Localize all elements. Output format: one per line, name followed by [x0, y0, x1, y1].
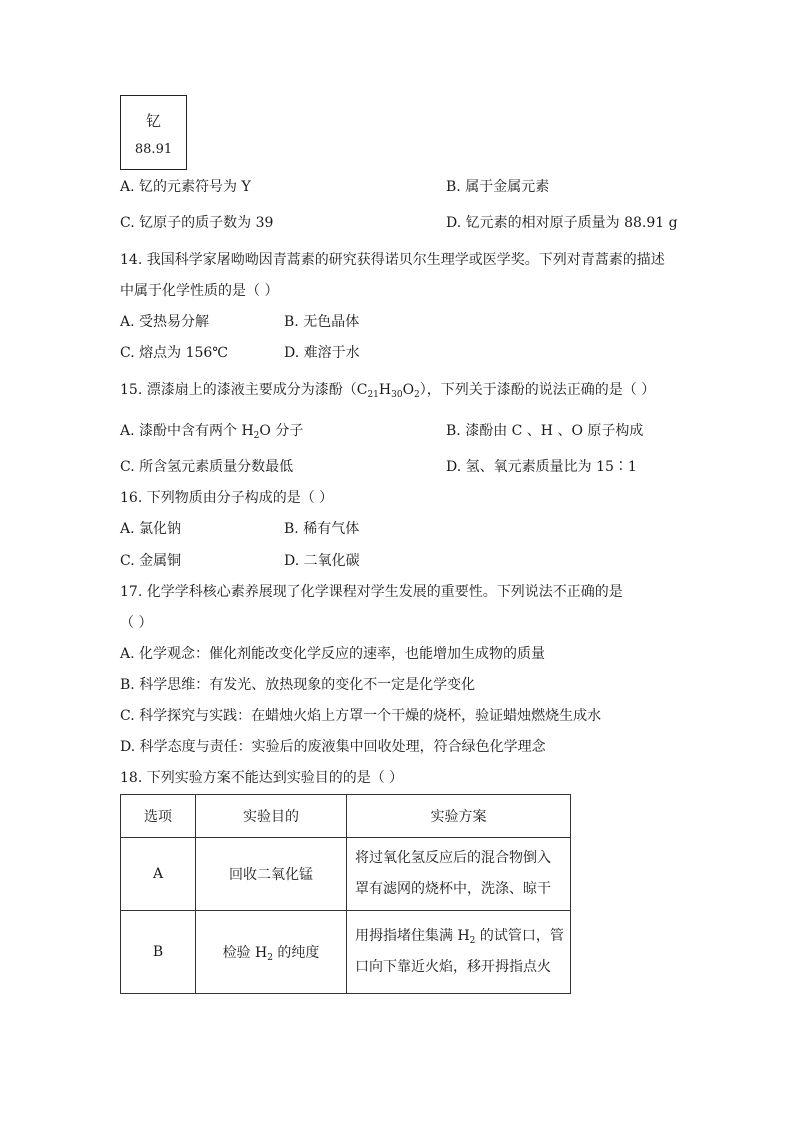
- q14-option-b: B. 无色晶体: [284, 314, 360, 330]
- row-a-option: A: [121, 838, 196, 911]
- q13-option-a: A. 钇的元素符号为 Y: [120, 179, 251, 195]
- q17-option-c: C. 科学探究与实践：在蜡烛火焰上方罩一个干燥的烧杯，验证蜡烛燃烧生成水: [120, 708, 602, 724]
- q17-option-b: B. 科学思维：有发光、放热现象的变化不一定是化学变化: [120, 677, 476, 693]
- q16-stem: 16. 下列物质由分子构成的是（ ）: [120, 490, 334, 506]
- q15-option-c: C. 所含氢元素质量分数最低: [120, 459, 294, 475]
- q17-stem-line2: （ ）: [120, 615, 153, 631]
- element-mass: 88.91: [134, 142, 173, 157]
- q15-stem: 15. 漂漆扇上的漆液主要成分为漆酚$(C_{21}H_{30}O_2)$，下列关于漆酚的说法正确的是（ ）: [120, 382, 656, 400]
- q14-stem-line2: 中属于化学性质的是（ ）: [120, 283, 279, 299]
- q14-stem-line1: 14. 我国科学家屠呦呦因青蒿素的研究获得诺贝尔生理学或医学奖。下列对青蒿素的描述: [120, 252, 665, 268]
- q13-option-d: D. 钇元素的相对原子质量为 88.91 g: [446, 215, 678, 231]
- q17-stem-line1: 17. 化学学科核心素养展现了化学课程对学生发展的重要性。下列说法不正确的是: [120, 584, 623, 600]
- q13-option-c: C. 钇原子的质子数为 39: [120, 215, 274, 231]
- element-card: [120, 95, 187, 170]
- table-row: [121, 838, 571, 911]
- q16-option-a: A. 氯化钠: [120, 521, 182, 537]
- q15-option-a: A. 漆酚中含有两个 $H_2O$ 分子: [120, 423, 304, 441]
- row-b-purpose: 检验 $H_2$ 的纯度: [196, 911, 347, 994]
- q14-option-c: C. 熔点为 156℃: [120, 345, 228, 361]
- q16-option-d: D. 二氧化碳: [284, 553, 360, 569]
- q18-stem: 18. 下列实验方案不能达到实验目的的是（ ）: [120, 770, 404, 786]
- row-a-plan: 将过氧化氢反应后的混合物倒入 罩有滤网的烧杯中，洗涤、晾干: [347, 838, 571, 911]
- element-name: 钇: [145, 112, 161, 130]
- experiment-table: [120, 794, 571, 994]
- header-option: 选项: [121, 795, 196, 838]
- q15-option-b: B. 漆酚由 C 、H 、O 原子构成: [446, 423, 644, 439]
- row-b-option: B: [121, 911, 196, 994]
- table-row: [121, 911, 571, 994]
- row-b-plan: 用拇指堵住集满 $H_2$ 的试管口，管 口向下靠近火焰，移开拇指点火: [347, 911, 571, 994]
- q16-option-c: C. 金属铜: [120, 553, 182, 569]
- q14-option-a: A. 受热易分解: [120, 314, 210, 330]
- q14-option-d: D. 难溶于水: [284, 345, 360, 361]
- row-a-purpose: 回收二氧化锰: [196, 838, 347, 911]
- header-purpose: 实验目的: [196, 795, 347, 838]
- q16-option-b: B. 稀有气体: [284, 521, 360, 537]
- q13-option-b: B. 属于金属元素: [446, 179, 550, 195]
- q15-option-d: D. 氢、氧元素质量比为 15∶1: [446, 459, 637, 475]
- q17-option-d: D. 科学态度与责任：实验后的废液集中回收处理，符合绿色化学理念: [120, 739, 546, 755]
- q17-option-a: A. 化学观念：催化剂能改变化学反应的速率，也能增加生成物的质量: [120, 646, 546, 662]
- table-header-row: [121, 795, 571, 838]
- header-plan: 实验方案: [347, 795, 571, 838]
